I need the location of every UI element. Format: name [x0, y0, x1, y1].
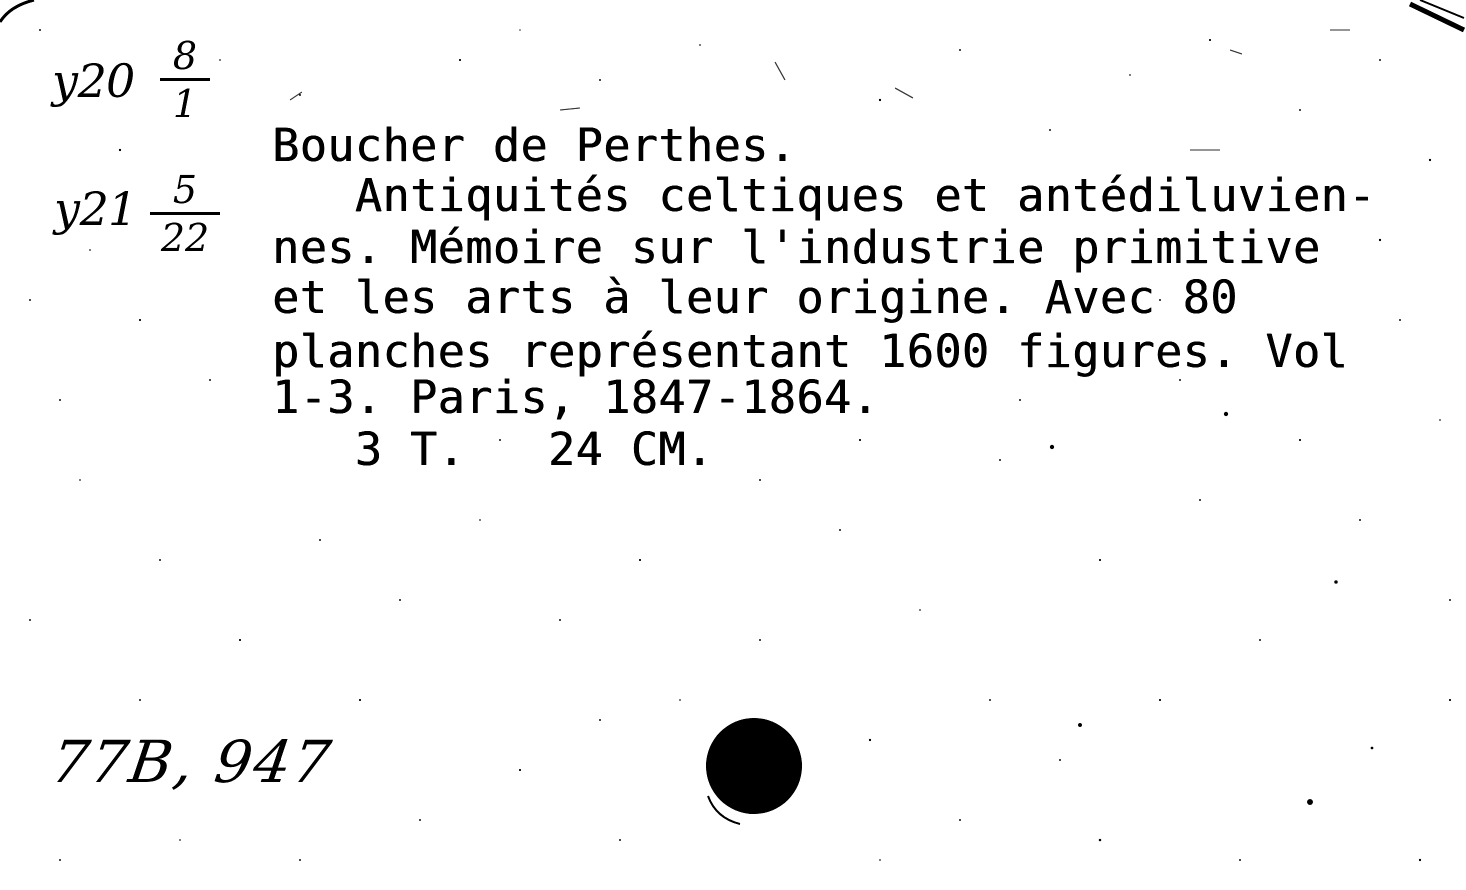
- shelfmark-1-fraction-bar: [160, 78, 210, 81]
- punch-hole-shadow-arc: [696, 700, 806, 830]
- card-corner-mark-left: [0, 0, 40, 30]
- shelfmark-2-numerator: 5: [172, 168, 198, 212]
- entry-imprint: 1-3. Paris, 1847-1864.: [272, 371, 880, 424]
- shelfmark-1-prefix: у20: [52, 54, 135, 108]
- shelfmark-2-prefix: у21: [54, 182, 137, 236]
- shelfmark-1-fraction: [160, 36, 210, 124]
- entry-title-line-3: et les arts à leur origine. Avec 80: [272, 271, 1238, 324]
- entry-title-line-1: Antiquités celtiques et antédiluvien-: [272, 169, 1376, 222]
- inventory-number: 77B, 947: [47, 728, 337, 796]
- shelfmark-1-numerator: 8: [172, 34, 198, 78]
- shelfmark-2-denominator: 22: [160, 216, 210, 260]
- entry-author: Boucher de Perthes.: [272, 119, 797, 172]
- shelfmark-2-fraction: [150, 170, 220, 258]
- shelfmark-2-fraction-bar: [150, 212, 220, 215]
- entry-physical-description: 3 T. 24 CM.: [272, 423, 714, 476]
- entry-title-line-4: planches représentant 1600 figures. Vol: [272, 325, 1349, 378]
- card-corner-mark-right: [1406, 0, 1466, 40]
- entry-title-line-2: nes. Mémoire sur l'industrie primitive: [272, 221, 1321, 274]
- shelfmark-1-denominator: 1: [172, 82, 198, 126]
